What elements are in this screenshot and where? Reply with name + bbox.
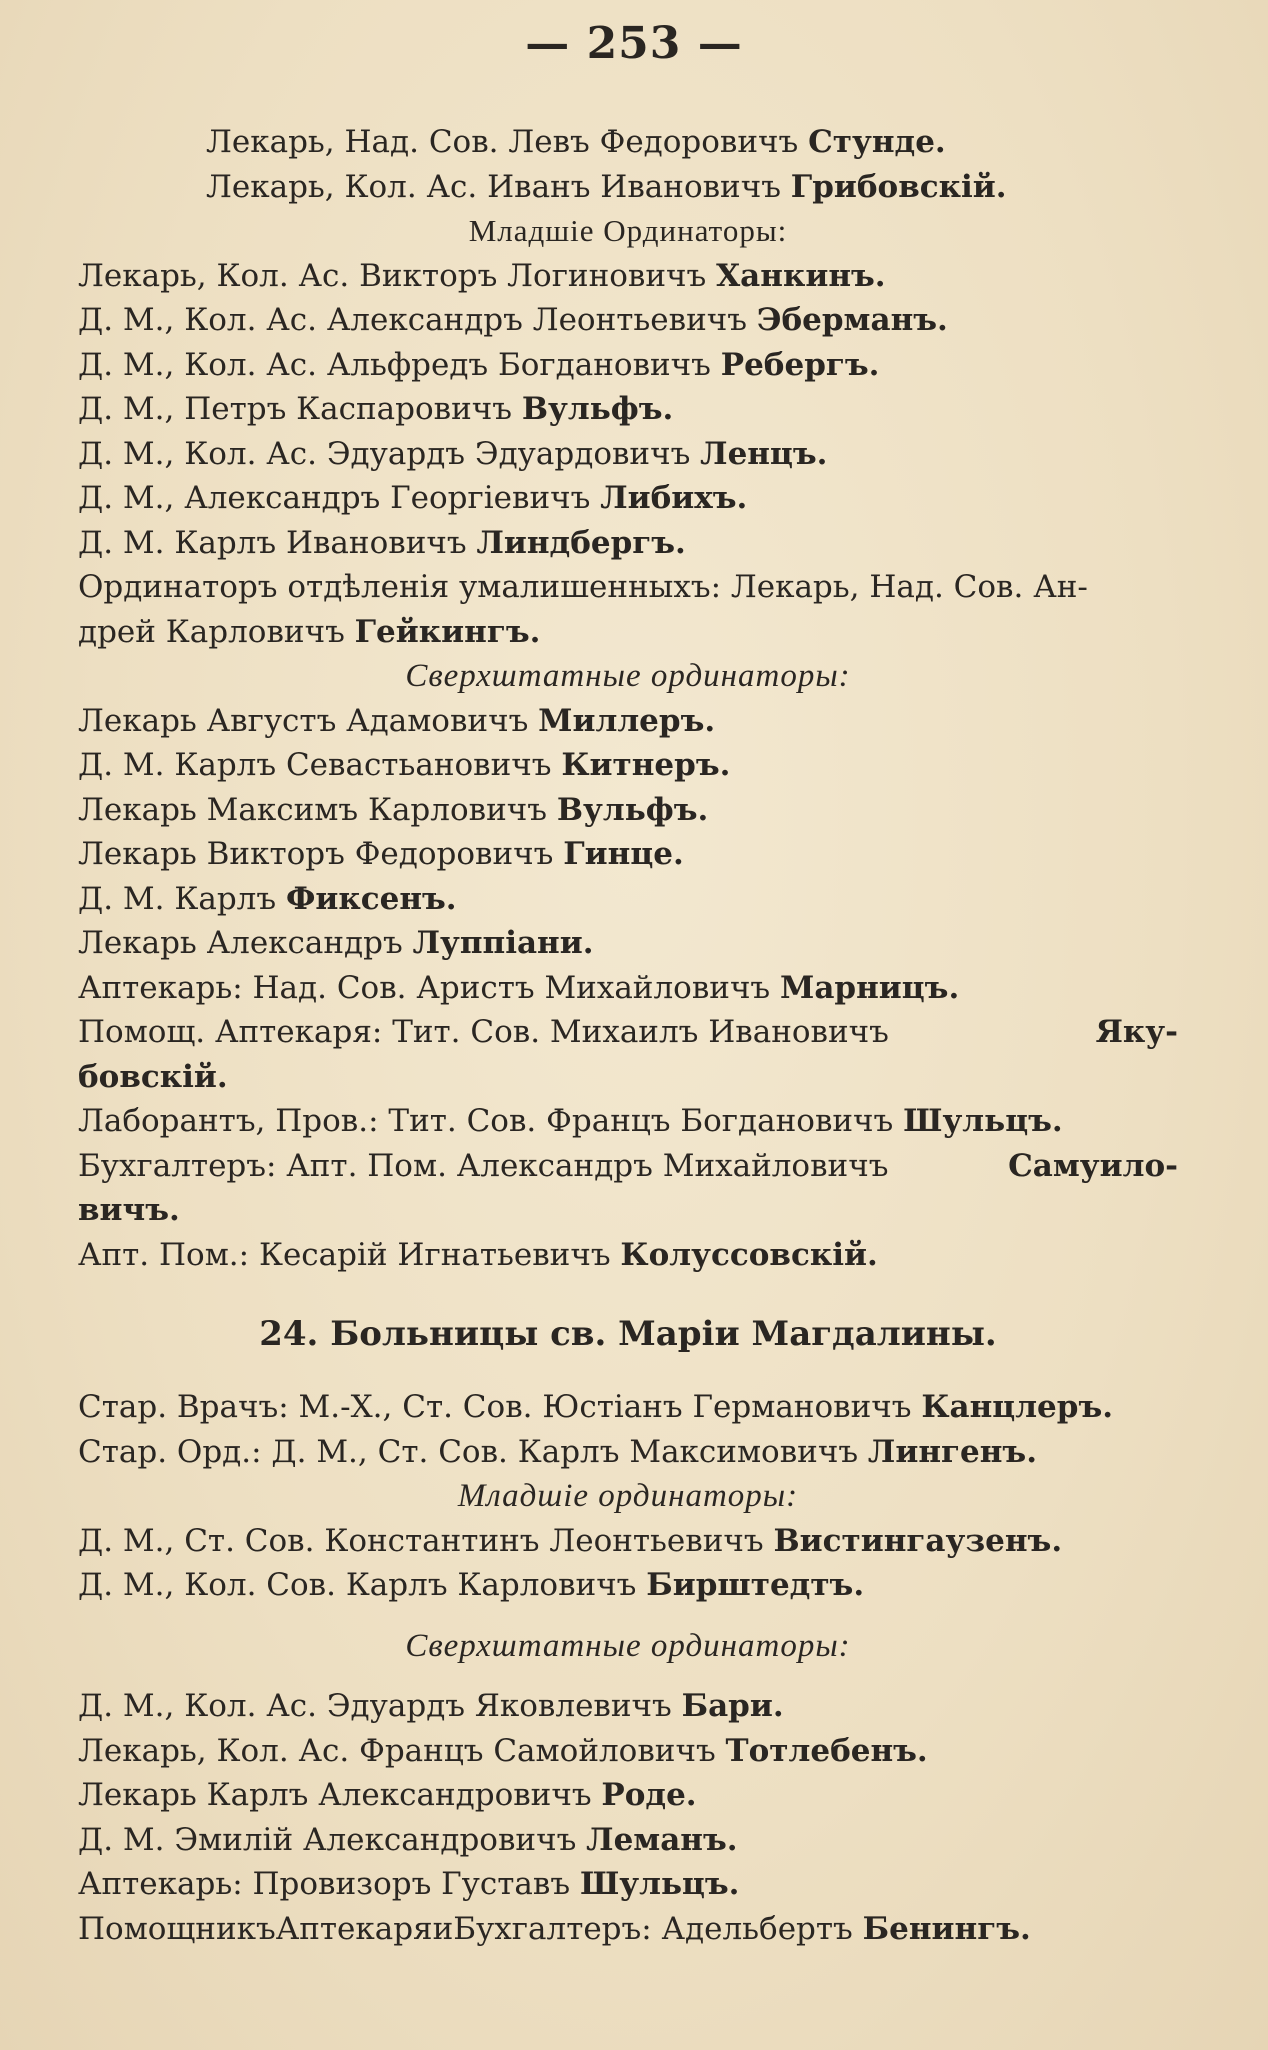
text-line: Аптекарь: Над. Сов. Аристъ Михайловичъ Марницъ.	[78, 969, 960, 1006]
text-line: Бухгалтеръ: Апт. Пом. Александръ Михайловичъ Самуило-	[78, 1147, 1178, 1184]
text-line: Лекарь, Кол. Ас. Францъ Самойловичъ Тотлебенъ.	[78, 1732, 928, 1769]
text-line: Помощ. Аптекаря: Тит. Сов. Михаилъ Ивановичъ Яку-	[78, 1014, 1178, 1050]
text-line: Д. М., Ст. Сов. Константинъ Леонтьевичъ Вистингаузенъ.	[78, 1522, 1063, 1559]
subheading-junior-ordinators: Младшіе Ординаторы:	[468, 213, 788, 248]
text-line: Лаборантъ, Пров.: Тит. Сов. Францъ Богдановичъ Шульцъ.	[78, 1103, 1063, 1139]
page-number: — 253 —	[525, 18, 743, 69]
text-line: бовскій.	[78, 1058, 228, 1095]
text-line: Лекарь Викторъ Федоровичъ Гинце.	[78, 836, 684, 872]
text-line: Д. М. Эмилій Александровичъ Леманъ.	[78, 1821, 738, 1858]
text-line: Аптекарь: Провизоръ Густавъ Шульцъ.	[78, 1866, 740, 1902]
subheading-junior-ordinators: Младшіе ординаторы:	[457, 1478, 799, 1514]
section-heading: 24. Больницы св. Маріи Магдалины.	[259, 1314, 997, 1354]
text-line: Апт. Пом.: Кесарій Игнатьевичъ Колуссовскій.	[78, 1236, 878, 1273]
text-line: Д. М., Петръ Каспаровичъ Вульфъ.	[78, 391, 674, 427]
text-line: Д. М. Карлъ Фиксенъ.	[78, 880, 457, 917]
text-line: Д. М. Карлъ Ивановичъ Линдбергъ.	[78, 524, 686, 561]
text-line: Д. М., Кол. Ас. Альфредъ Богдановичъ Ребергъ.	[78, 346, 880, 383]
text-line: Д. М. Карлъ Севастьановичъ Китнеръ.	[78, 747, 731, 783]
text-line: Лекарь, Над. Сов. Левъ Федоровичъ Стунде.	[206, 124, 946, 160]
text-line: Д. М., Кол. Ас. Эдуардъ Яковлевичъ Бари.	[78, 1688, 784, 1724]
text-line: Лекарь, Кол. Ас. Иванъ Ивановичъ Грибовскій.	[206, 168, 1007, 205]
subheading-supernumerary-ordinators: Сверхштатные ординаторы:	[405, 658, 851, 694]
text-line: дрей Карловичъ Гейкингъ.	[78, 613, 541, 650]
text-line: Лекарь Карлъ Александровичъ Роде.	[78, 1777, 697, 1813]
text-line: Д. М., Александръ Георгіевичъ Либихъ.	[78, 480, 748, 516]
text-line: Стар. Орд.: Д. М., Ст. Сов. Карлъ Максимовичъ Лингенъ.	[78, 1433, 1037, 1470]
text-line: ПомощникъАптекаряиБухгалтеръ: Адельбертъ Бенингъ.	[78, 1910, 1031, 1947]
text-line: Д. М., Кол. Сов. Карлъ Карловичъ Бирштедтъ.	[78, 1567, 865, 1603]
text-line: Д. М., Кол. Ас. Эдуардъ Эдуардовичъ Ленцъ.	[78, 435, 828, 472]
text-line: Лекарь Августъ Адамовичъ Миллеръ.	[78, 702, 716, 739]
text-line: Лекарь Александръ Луппіани.	[78, 925, 594, 961]
text-line: Д. М., Кол. Ас. Александръ Леонтьевичъ Эберманъ.	[78, 302, 948, 338]
subheading-supernumerary-ordinators: Сверхштатные ординаторы:	[405, 1627, 851, 1664]
text-line: Ординаторъ отдѣленія умалишенныхъ: Лекарь, Над. Сов. Ан-	[78, 569, 1088, 605]
text-line: Лекарь Максимъ Карловичъ Вульфъ.	[78, 791, 709, 828]
text-line: Лекарь, Кол. Ас. Викторъ Логиновичъ Ханкинъ.	[78, 257, 886, 294]
text-line: вичъ.	[78, 1192, 180, 1228]
text-line: Стар. Врачъ: М.-Х., Ст. Сов. Юстіанъ Германовичъ Канцлеръ.	[78, 1389, 1114, 1425]
page-text	[78, 120, 1178, 1951]
